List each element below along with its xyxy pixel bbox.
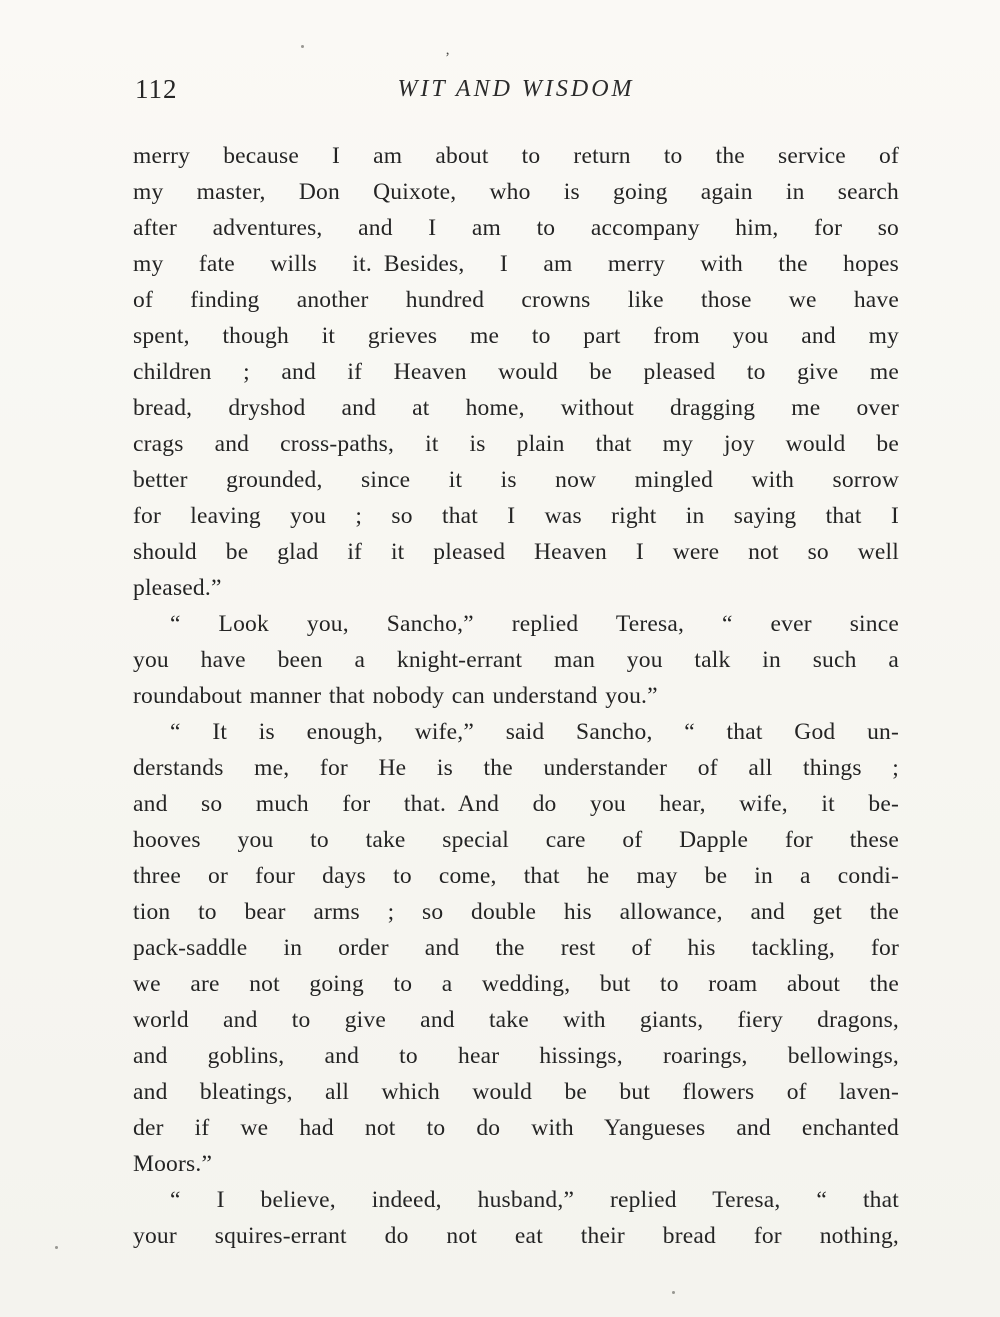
page-header bbox=[133, 70, 899, 110]
scan-speck: ’ bbox=[445, 50, 450, 66]
text-line: pack-saddle in order and the rest of his tackling, for bbox=[133, 935, 899, 961]
text-line: derstands me, for He is the understander of all things ; bbox=[133, 755, 899, 781]
text-line: for leaving you ; so that I was right in saying that I bbox=[133, 503, 899, 529]
text-line: Moors.” bbox=[133, 1151, 213, 1177]
paragraph bbox=[133, 138, 899, 606]
text-line: bread, dryshod and at home, without dragging me over bbox=[133, 395, 899, 421]
paragraph bbox=[133, 606, 899, 714]
text-line: three or four days to come, that he may be in a condi- bbox=[133, 863, 899, 889]
running-header-title: WIT AND WISDOM bbox=[397, 76, 635, 102]
text-line: world and to give and take with giants, fiery dragons, bbox=[133, 1007, 899, 1033]
text-line: spent, though it grieves me to part from you and my bbox=[133, 323, 899, 349]
scan-speck bbox=[55, 1246, 58, 1249]
text-line: “ It is enough, wife,” said Sancho, “ that God un- bbox=[170, 719, 899, 745]
text-line: children ; and if Heaven would be pleased to give me bbox=[133, 359, 899, 385]
paragraph bbox=[133, 1182, 899, 1254]
text-line: hooves you to take special care of Dapple for these bbox=[133, 827, 899, 853]
text-line: roundabout manner that nobody can understand you.” bbox=[133, 683, 658, 709]
text-line: and bleatings, all which would be but flowers of laven- bbox=[133, 1079, 899, 1105]
page-number: 112 bbox=[135, 74, 178, 104]
text-line: my fate wills it. Besides, I am merry with the hopes bbox=[133, 251, 899, 277]
text-line: der if we had not to do with Yangueses and enchanted bbox=[133, 1115, 899, 1141]
scan-speck bbox=[301, 45, 304, 48]
text-line: “ Look you, Sancho,” replied Teresa, “ ever since bbox=[170, 611, 899, 637]
text-line: merry because I am about to return to the service of bbox=[133, 143, 899, 169]
text-line: we are not going to a wedding, but to roam about the bbox=[133, 971, 899, 997]
text-line: and goblins, and to hear hissings, roarings, bellowings, bbox=[133, 1043, 899, 1069]
text-line: should be glad if it pleased Heaven I were not so well bbox=[133, 539, 899, 565]
scan-speck bbox=[672, 1291, 675, 1294]
text-line: my master, Don Quixote, who is going again in search bbox=[133, 179, 899, 205]
text-line: “ I believe, indeed, husband,” replied Teresa, “ that bbox=[170, 1187, 899, 1213]
text-line: and so much for that. And do you hear, wife, it be- bbox=[133, 791, 899, 817]
text-line: you have been a knight-errant man you talk in such a bbox=[133, 647, 899, 673]
text-line: crags and cross-paths, it is plain that my joy would be bbox=[133, 431, 899, 457]
paragraph bbox=[133, 714, 899, 1182]
text-line: tion to bear arms ; so double his allowance, and get the bbox=[133, 899, 899, 925]
text-line: better grounded, since it is now mingled with sorrow bbox=[133, 467, 899, 493]
text-line: your squires-errant do not eat their bread for nothing, bbox=[133, 1223, 899, 1249]
text-block bbox=[133, 138, 899, 1254]
text-line: pleased.” bbox=[133, 575, 222, 601]
text-line: of finding another hundred crowns like those we have bbox=[133, 287, 899, 313]
text-line: after adventures, and I am to accompany him, for so bbox=[133, 215, 899, 241]
